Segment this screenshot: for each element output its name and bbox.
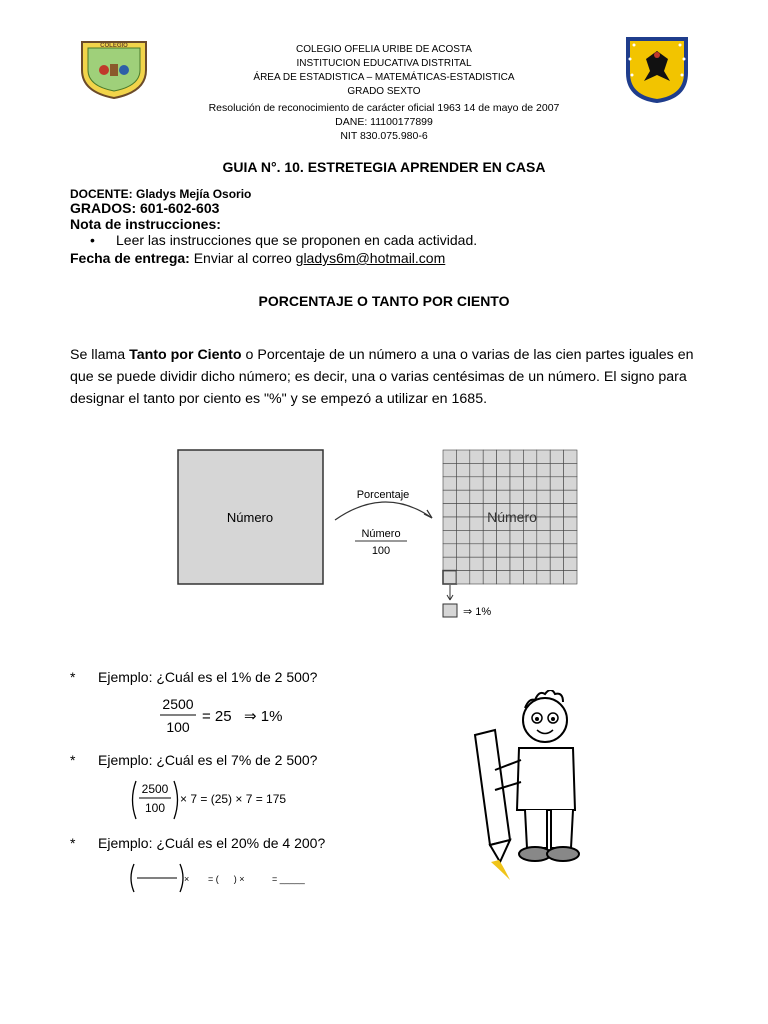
grid-cell — [510, 490, 523, 503]
formula-3-blank — [128, 862, 328, 894]
grid-cell — [497, 557, 510, 570]
dane-line: DANE: 11100177899 — [335, 116, 433, 128]
nota-line: Nota de instrucciones: — [70, 216, 221, 232]
grid-cell — [470, 557, 483, 570]
grid-cell — [564, 544, 577, 557]
grid-cell — [470, 477, 483, 490]
nit-line: NIT 830.075.980-6 — [340, 130, 428, 142]
grid-cell — [523, 544, 536, 557]
grade-name: GRADO SEXTO — [347, 86, 421, 97]
grid-cell — [497, 530, 510, 543]
grid-cell — [456, 504, 469, 517]
grid-cell — [443, 557, 456, 570]
grid-cell — [470, 450, 483, 463]
grid-label: Número — [487, 509, 537, 525]
grid-cell — [550, 504, 563, 517]
grid-cell — [537, 557, 550, 570]
grid-cell — [564, 450, 577, 463]
svg-text:= 25: = 25 — [202, 708, 232, 725]
grid-cell — [483, 490, 496, 503]
grid-cell — [456, 571, 469, 584]
grid-cell — [523, 477, 536, 490]
grid-cell — [564, 463, 577, 476]
svg-text:2500: 2500 — [141, 782, 169, 796]
grid-cell — [470, 530, 483, 543]
svg-text:= ( ) ×: = ( ) × — [208, 874, 245, 884]
grid-cell — [550, 544, 563, 557]
grid-cell — [550, 557, 563, 570]
grid-cell — [550, 450, 563, 463]
grid-cell — [497, 544, 510, 557]
grid-cell — [550, 530, 563, 543]
svg-text:2500: 2500 — [162, 696, 194, 712]
arrow-label: Porcentaje — [356, 489, 410, 501]
guide-title: GUIA N°. 10. ESTRETEGIA APRENDER EN CASA — [222, 159, 546, 175]
left-box-label: Número — [226, 510, 274, 525]
area-name: ÁREA DE ESTADISTICA – MATEMÁTICAS-ESTADISTICA — [253, 72, 515, 83]
grid-cell — [523, 571, 536, 584]
svg-text:= _____: = _____ — [272, 874, 305, 884]
percentage-diagram — [170, 440, 590, 625]
grid-cell — [443, 450, 456, 463]
grid-cell — [443, 530, 456, 543]
school-name: COLEGIO OFELIA URIBE DE ACOSTA — [296, 44, 472, 55]
grid-cell — [456, 557, 469, 570]
grid-cell — [470, 571, 483, 584]
grid-cell — [523, 463, 536, 476]
boy-with-pencil-illustration — [455, 690, 585, 890]
example-1-question: Ejemplo: ¿Cuál es el 1% de 2 500? — [98, 669, 318, 685]
svg-text:×: × — [184, 874, 190, 884]
logo-left-text: COLEGIO — [100, 43, 128, 49]
example-2-question: Ejemplo: ¿Cuál es el 7% de 2 500? — [98, 752, 318, 768]
grid-cell — [470, 463, 483, 476]
grid-cell — [537, 504, 550, 517]
grid-cell — [550, 490, 563, 503]
grid-cell — [510, 544, 523, 557]
grid-cell — [510, 450, 523, 463]
svg-text:100: 100 — [166, 719, 190, 735]
grid-cell — [497, 477, 510, 490]
grid-cell — [564, 477, 577, 490]
svg-text:100: 100 — [144, 801, 166, 815]
grid-cell — [537, 450, 550, 463]
example-3-question: Ejemplo: ¿Cuál es el 20% de 4 200? — [98, 835, 326, 851]
grid-cell — [443, 544, 456, 557]
email-link[interactable]: gladys6m@hotmail.com — [295, 250, 446, 266]
example-2-star: * — [70, 752, 76, 768]
docente-line: DOCENTE: Gladys Mejía Osorio — [70, 187, 252, 201]
grid-cell — [564, 557, 577, 570]
definition-paragraph: Se llama Tanto por Ciento o Porcentaje de un número a una o varias de las cien partes iguales en que se puede dividir dicho número; es decir, una o varias centésimas de un número. El signo para designar el tanto por ciento es "%" y se empezó a utilizar en 1685. — [70, 347, 694, 407]
grid-cell — [456, 517, 469, 530]
grid-cell — [443, 517, 456, 530]
grid-cell — [537, 477, 550, 490]
grid-cell — [550, 477, 563, 490]
grid-cell — [564, 490, 577, 503]
grid-cell — [456, 450, 469, 463]
grid-cell — [510, 557, 523, 570]
svg-text:× 7 = (25) × 7 = 175: × 7 = (25) × 7 = 175 — [180, 792, 287, 806]
grid-cell — [537, 517, 550, 530]
grid-cell — [550, 517, 563, 530]
formula-1 — [158, 694, 308, 738]
grid-cell — [483, 463, 496, 476]
grid-cell — [537, 463, 550, 476]
grid-cell — [564, 530, 577, 543]
one-percent-result: ⇒ 1% — [463, 606, 492, 618]
fraction-numerator: Número — [361, 528, 401, 540]
grid-cell — [523, 490, 536, 503]
grid-cell — [456, 490, 469, 503]
grid-cell — [564, 504, 577, 517]
grid-cell — [483, 571, 496, 584]
grid-cell — [497, 463, 510, 476]
grid-cell — [470, 490, 483, 503]
grid-cell — [497, 571, 510, 584]
grid-cell — [537, 490, 550, 503]
grid-cell — [497, 490, 510, 503]
grid-cell — [483, 477, 496, 490]
section-title: PORCENTAJE O TANTO POR CIENTO — [258, 293, 510, 309]
grid-cell — [523, 530, 536, 543]
example-3-star: * — [70, 835, 76, 851]
grid-cell — [550, 571, 563, 584]
grid-cell — [510, 463, 523, 476]
fraction-denominator: 100 — [371, 545, 391, 557]
grid-cell — [443, 504, 456, 517]
grid-cell — [483, 544, 496, 557]
grid-cell — [550, 463, 563, 476]
grid-cell — [483, 450, 496, 463]
grados-line: GRADOS: 601-602-603 — [70, 200, 220, 216]
grid-cell — [483, 557, 496, 570]
grid-cell — [510, 571, 523, 584]
svg-text:⇒ 1%: ⇒ 1% — [244, 708, 283, 725]
grid-cell — [456, 477, 469, 490]
resolution-line: Resolución de reconocimiento de carácter oficial 1963 14 de mayo de 2007 — [208, 102, 560, 114]
grid-cell — [443, 571, 456, 584]
grid-cell — [523, 557, 536, 570]
grid-cell — [470, 544, 483, 557]
example-1-star: * — [70, 669, 76, 685]
grid-cell — [443, 463, 456, 476]
grid-cell — [510, 530, 523, 543]
grid-cell — [497, 450, 510, 463]
grid-cell — [443, 490, 456, 503]
institution-type: INSTITUCION EDUCATIVA DISTRITAL — [296, 58, 472, 69]
grid-cell — [443, 477, 456, 490]
grid-cell — [456, 463, 469, 476]
grid-cell — [510, 477, 523, 490]
formula-2 — [128, 778, 318, 822]
grid-cell — [564, 571, 577, 584]
grid-cell — [470, 504, 483, 517]
grid-cell — [537, 544, 550, 557]
instruction-bullet: • Leer las instrucciones que se proponen en cada actividad. — [90, 232, 478, 248]
grid-cell — [537, 530, 550, 543]
fecha-line: Fecha de entrega: Enviar al correo gladys6m@hotmail.com — [70, 250, 446, 266]
grid-cell — [537, 571, 550, 584]
grid-cell — [470, 517, 483, 530]
grid-cell — [456, 544, 469, 557]
grid-cell — [523, 450, 536, 463]
grid-cell — [564, 517, 577, 530]
grid-cell — [456, 530, 469, 543]
grid-cell — [483, 530, 496, 543]
